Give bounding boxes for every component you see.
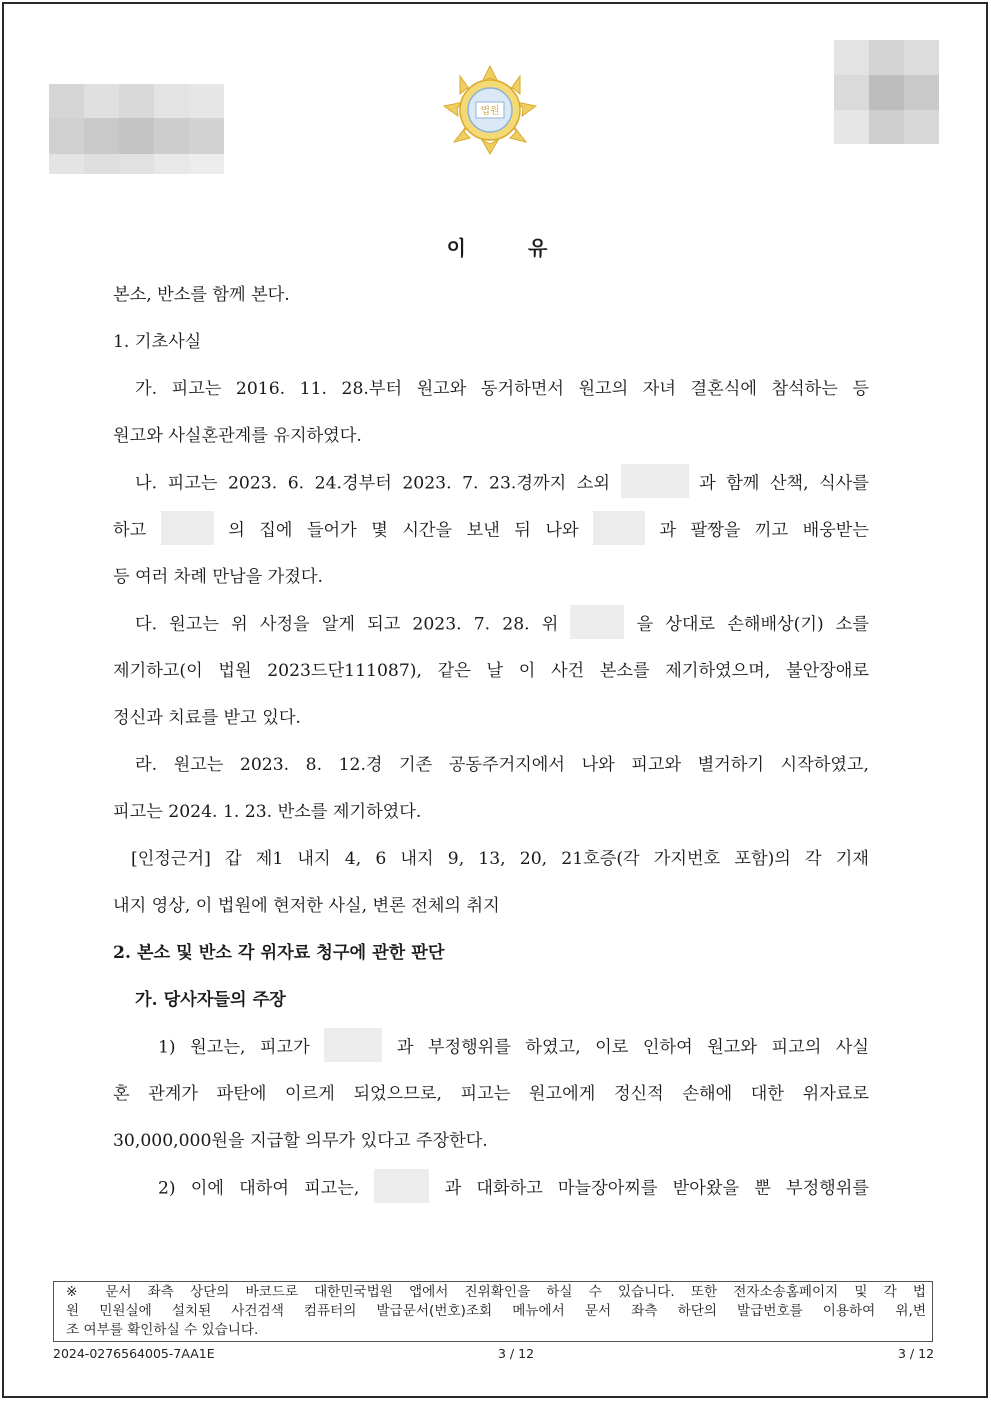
svg-text:법원: 법원 [480, 106, 500, 117]
claim-1-line-1: 1) 원고는, 피고가 과 부정행위를 하였고, 이로 인하여 원고와 피고의 사실 [113, 1034, 869, 1060]
evidence-line-1: [인정근거] 갑 제1 내지 4, 6 내지 9, 13, 20, 21호증(각 가지번호 포함)의 각 기재 [131, 849, 869, 869]
paragraph-ga-line-2: 원고와 사실혼관계를 유지하였다. [113, 426, 362, 446]
paragraph-ga-line-1: 가. 피고는 2016. 11. 28.부터 원고와 동거하면서 원고의 자녀 결혼식에 참석하는 등 [135, 379, 869, 399]
redacted-name [621, 464, 689, 498]
paragraph-da-line-1: 다. 원고는 위 사정을 알게 되고 2023. 7. 28. 위 을 상대로 손해배상(기) 소를 [113, 611, 869, 637]
notice-line-1: ※ 문서 좌측 상단의 바코드로 대한민국법원 앱에서 진위확인을 하실 수 있습니다. 또한 전자소송홈페이지 및 각 법 [66, 1284, 926, 1300]
redacted-name [374, 1169, 429, 1203]
title-left: 이 [446, 236, 466, 260]
title-right: 유 [528, 236, 548, 260]
barcode-redacted [49, 84, 224, 174]
claim-1-line-3: 30,000,000원을 지급할 의무가 있다고 주장한다. [113, 1131, 488, 1151]
claim-1-line-2: 혼 관계가 파탄에 이르게 되었으므로, 피고는 원고에게 정신적 손해에 대한 위자료로 [113, 1084, 869, 1104]
redacted-name [161, 511, 214, 545]
redacted-name [324, 1028, 382, 1062]
paragraph-da-line-2: 제기하고(이 법원 2023드단111087), 같은 날 이 사건 본소를 제기하였으며, 불안장애로 [113, 661, 869, 681]
court-seal-icon [440, 62, 540, 158]
page-title [0, 232, 994, 261]
evidence-line-2: 내지 영상, 이 법원에 현저한 사실, 변론 전체의 취지 [113, 896, 500, 916]
paragraph-na-line-2: 하고 의 집에 들어가 몇 시간을 보낸 뒤 나와 과 팔짱을 끼고 배웅받는 [113, 517, 869, 543]
page-number-right: 3 / 12 [898, 1346, 935, 1361]
redacted-name [570, 605, 624, 639]
section-2-heading: 2. 본소 및 반소 각 위자료 청구에 관한 판단 [113, 943, 445, 963]
page-number-center: 3 / 12 [498, 1346, 535, 1361]
paragraph-da-line-3: 정신과 치료를 받고 있다. [113, 708, 301, 728]
paragraph-na-line-3: 등 여러 차례 만남을 가졌다. [113, 567, 323, 587]
notice-line-2: 원 민원실에 설치된 사건검색 컴퓨터의 발급문서(번호)조회 메뉴에서 문서 좌측 하단의 발급번호를 이용하여 위,변 [66, 1303, 926, 1319]
section-1-heading: 1. 기초사실 [113, 332, 202, 352]
paragraph-ra-line-2: 피고는 2024. 1. 23. 반소를 제기하였다. [113, 802, 422, 822]
subsection-ga-heading: 가. 당사자들의 주장 [135, 990, 286, 1010]
notice-line-3: 조 여부를 확인하실 수 있습니다. [66, 1322, 259, 1338]
paragraph-na-line-1: 나. 피고는 2023. 6. 24.경부터 2023. 7. 23.경까지 소외 과 함께 산책, 식사를 [113, 470, 869, 496]
intro-line: 본소, 반소를 함께 본다. [113, 285, 290, 305]
qr-code-redacted [834, 40, 939, 144]
paragraph-ra-line-1: 라. 원고는 2023. 8. 12.경 기존 공동주거지에서 나와 피고와 별거하기 시작하였고, [135, 755, 869, 775]
issue-number: 2024-0276564005-7AA1E [53, 1346, 215, 1361]
claim-2-line-1: 2) 이에 대하여 피고는, 과 대화하고 마늘장아찌를 받아왔을 뿐 부정행위를 [113, 1175, 869, 1201]
redacted-name [593, 511, 645, 545]
verification-notice [53, 1281, 933, 1342]
